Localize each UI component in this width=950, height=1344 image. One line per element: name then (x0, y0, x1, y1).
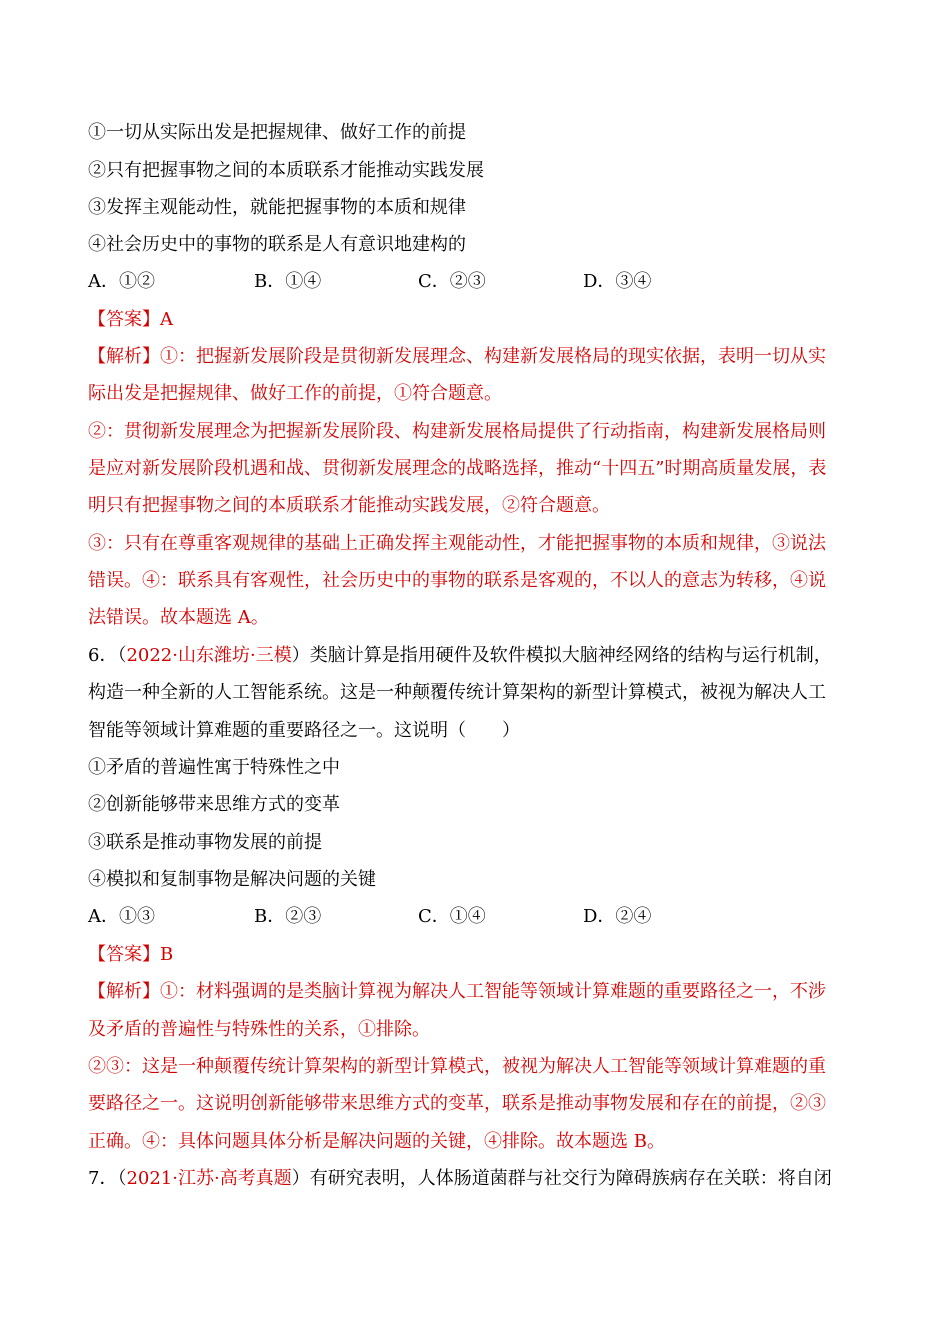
analysis-line: ②③：这是一种颠覆传统计算架构的新型计算模式，被视为解决人工智能等领域计算难题的重 (88, 1056, 826, 1077)
question-6-header (88, 644, 868, 668)
option-d: D．③④ (583, 271, 652, 292)
statement-1: ①一切从实际出发是把握规律、做好工作的前提 (88, 122, 466, 143)
analysis-line: 要路径之一。这说明创新能够带来思维方式的变革，联系是推动事物发展和存在的前提，②③ (88, 1093, 826, 1114)
analysis-line: 【解析】①：把握新发展阶段是贯彻新发展理念、构建新发展格局的现实依据，表明一切从实 (88, 346, 826, 367)
question-7-header (88, 1167, 868, 1191)
analysis-line: 法错误。故本题选 A。 (88, 607, 269, 628)
statement-4: ④社会历史中的事物的联系是人有意识地建构的 (88, 234, 466, 255)
option-c: C．②③ (418, 271, 486, 292)
option-a: A．①③ (88, 906, 155, 927)
question-source: 2022·山东潍坊·三模 (126, 645, 292, 666)
analysis-line: 正确。④：具体问题具体分析是解决问题的关键，④排除。故本题选 B。 (88, 1131, 665, 1152)
statement-3: ③发挥主观能动性，就能把握事物的本质和规律 (88, 197, 466, 218)
statement-3: ③联系是推动事物发展的前提 (88, 832, 322, 853)
analysis-line: ③：只有在尊重客观规律的基础上正确发挥主观能动性，才能把握事物的本质和规律，③说法 (88, 533, 826, 554)
statement-4: ④模拟和复制事物是解决问题的关键 (88, 869, 376, 890)
option-c: C．①④ (418, 906, 486, 927)
analysis-line: 明只有把握事物之间的本质联系才能推动实践发展，②符合题意。 (88, 495, 610, 516)
analysis-line: 是应对新发展阶段机遇和战、贯彻新发展理念的战略选择，推动“十四五”时期高质量发展，表 (88, 458, 827, 479)
analysis-line: 及矛盾的普遍性与特殊性的关系，①排除。 (88, 1019, 430, 1040)
answer: 【答案】A (88, 309, 173, 330)
question-stem-line: 构造一种全新的人工智能系统。这是一种颠覆传统计算架构的新型计算模式，被视为解决人工 (88, 682, 826, 703)
question-stem-line: 智能等领域计算难题的重要路径之一。这说明（ ） (88, 720, 520, 741)
statement-2: ②只有把握事物之间的本质联系才能推动实践发展 (88, 160, 484, 181)
analysis-line: 际出发是把握规律、做好工作的前提，①符合题意。 (88, 383, 502, 404)
question-number: 6．（ (88, 645, 127, 666)
option-b: B．②③ (254, 906, 322, 927)
statement-2: ②创新能够带来思维方式的变革 (88, 794, 340, 815)
analysis-line: ②：贯彻新发展理念为把握新发展阶段、构建新发展格局提供了行动指南，构建新发展格局则 (88, 421, 826, 442)
answer: 【答案】B (88, 944, 174, 965)
analysis-line: 【解析】①：材料强调的是类脑计算视为解决人工智能等领域计算难题的重要路径之一，不涉 (88, 981, 826, 1002)
question-source: 2021·江苏·高考真题 (126, 1168, 292, 1189)
question-stem: ）类脑计算是指用硬件及软件模拟大脑神经网络的结构与运行机制， (291, 645, 832, 666)
option-b: B．①④ (254, 271, 322, 292)
question-stem: ）有研究表明，人体肠道菌群与社交行为障碍族病存在关联：将自闭 (291, 1168, 832, 1189)
analysis-line: 错误。④：联系具有客观性，社会历史中的事物的联系是客观的，不以人的意志为转移，④说 (88, 570, 826, 591)
option-a: A．①② (88, 271, 155, 292)
question-number: 7．（ (88, 1168, 127, 1189)
option-d: D．②④ (583, 906, 652, 927)
statement-1: ①矛盾的普遍性寓于特殊性之中 (88, 757, 340, 778)
